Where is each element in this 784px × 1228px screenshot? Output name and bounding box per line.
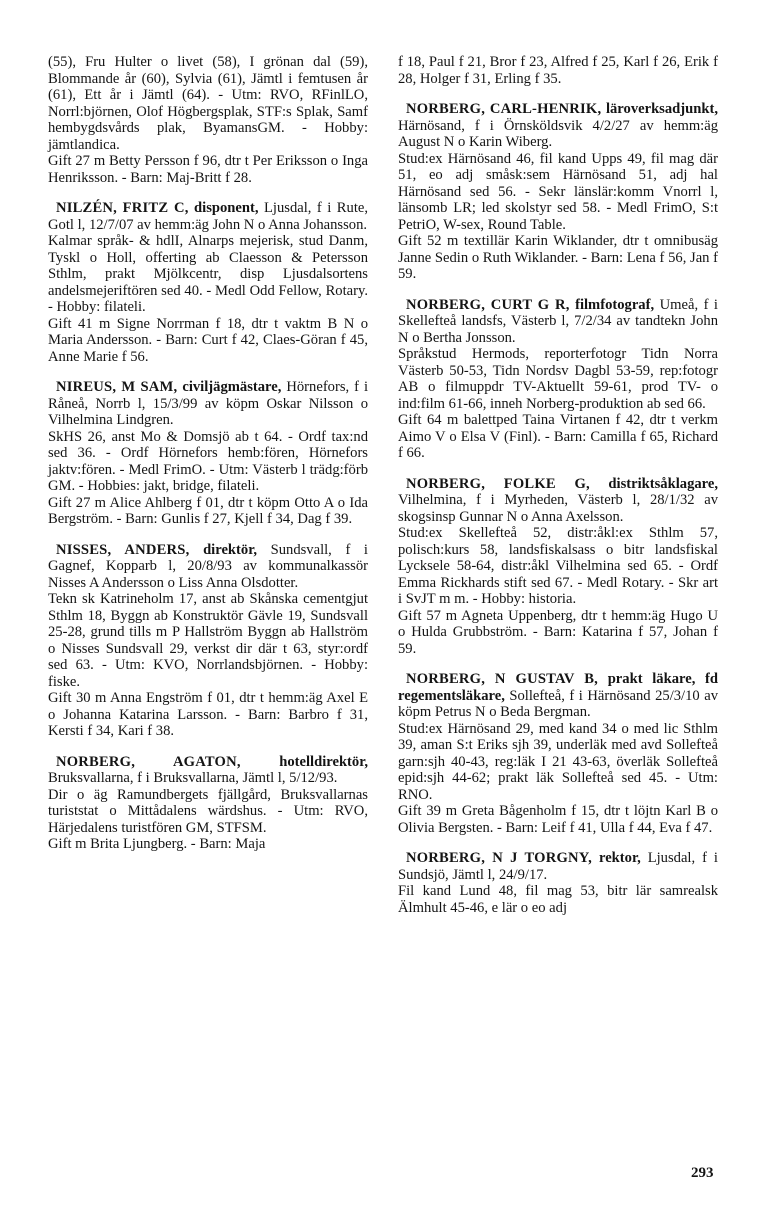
entry-title: distriktsåklagare, (608, 475, 719, 492)
entry-title: disponent, (194, 200, 259, 216)
entry-title: läroverksadjunkt, (605, 101, 718, 117)
continuation-text: (55), Fru Hulter o livet (58), I grönan dal (59), Blommande år (60), Sylvia (61), Jämtl i femtusen år (61), Ett år i Jämtl (64). - Utm: RVO, RFinlLO, Norrl:björnen, Olof Högbergsplak, STF:s Splak, Samf hembygdsvårds plak, ByamansGM. - Hobby: jämtlandica. (48, 54, 368, 153)
entry-paragraph: Gift 64 m balettped Taina Virtanen f 42, dtr t verkm Aimo V o Elsa V (Finl). - Barn: Camilla f 65, Richard f 66. (398, 412, 718, 461)
entry-paragraph: Gift m Brita Ljungberg. - Barn: Maja (48, 836, 266, 852)
left-column (48, 54, 368, 867)
entry-name: NORBERG, CARL-HENRIK, (406, 101, 602, 117)
entry-name: NORBERG, CURT G R, (406, 296, 570, 313)
entry-paragraph: Gift 41 m Signe Norrman f 18, dtr t vaktm B N o Maria Andersson. - Barn: Curt f 42, Claes-Göran f 45, Anne Marie f 56. (48, 315, 368, 365)
entry-title: hotelldirektör, (279, 753, 368, 770)
entry-paragraph: Språkstud Hermods, reporterfotogr Tidn Norra Västerb 50-53, Tidn Nordsv Dagbl 53-59, rep:fotogr AB o filmuppdr TV-Aktuellt 59-61, prod TV- o ind:film 61-66, inneh Norberg-produktion ab sed 66. (398, 346, 718, 412)
entry-paragraph: Gift 30 m Anna Engström f 01, dtr t hemm:äg Axel E o Johanna Katarina Larsson. - Barn: Barbro f 31, Kersti f 34, Kari f 38. (48, 690, 368, 739)
biography-entry (398, 297, 718, 462)
entry-title: direktör, (203, 541, 257, 558)
entry-title: civiljägmästare, (182, 379, 282, 395)
continuation-text: f 18, Paul f 21, Bror f 23, Alfred f 25, Karl f 26, Erik f 28, Holger f 31, Erling f 35. (398, 54, 718, 87)
entry-lead: Hörnefors, f i Råneå, Norrb l, 15/3/99 av köpm Oskar Nilsson o Vilhelmina Lindgren. (48, 379, 368, 428)
biography-entry (398, 101, 718, 283)
entry-lead: Vilhelmina, f i Myrheden, Västerb l, 28/1/32 av skogsinsp Gunnar N o Anna Axelsson. (398, 492, 718, 525)
entry-title: rektor, (598, 850, 641, 866)
continuation-text: Gift 27 m Betty Persson f 96, dtr t Per Eriksson o Inga Henriksson. - Barn: Maj-Britt f 28. (48, 153, 368, 186)
continued-entry (398, 54, 718, 87)
biography-entry (48, 200, 368, 365)
entry-paragraph: Tekn sk Katrineholm 17, anst ab Skånska cementgjut Sthlm 18, Byggn ab Konstruktör Gävle 19, Sundsvall 25-28, grund tills m P Hallström Byggn ab Hallström o Nisses Sundsvall 29, verkst dir där t 63, styr:ordf sed 63. - Utm: KVO, Norrlandsbjörnen. - Hobby: fiske. (48, 591, 368, 690)
entry-paragraph: Dir o äg Ramundbergets fjällgård, Bruksvallarnas turiststat o Mittådalens wärdshus. - Utm: RVO, Härjedalens turistfören GM, STFSM. (48, 786, 368, 836)
biography-entry (398, 850, 718, 916)
entry-name: NORBERG, AGATON, (56, 753, 241, 770)
entry-paragraph: Fil kand Lund 48, fil mag 53, bitr lär samrealsk Älmhult 45-46, e lär o eo adj (398, 883, 718, 916)
entry-name: NORBERG, N J TORGNY, (406, 850, 593, 866)
entry-name: NORBERG, FOLKE G, (406, 475, 590, 492)
right-column (398, 54, 718, 930)
biography-entry (48, 379, 368, 528)
entry-paragraph: Kalmar språk- & hdlI, Alnarps mejerisk, stud Danm, Tyskl o Holl, offerting ab Claesson & Petersson Sthlm, prakt Mjölkcentr, disp Ljusdalsortens andelsmejeriftören sed 40. - Medl Odd Fellow, Rotary. - Hobby: filateli. (48, 233, 368, 315)
entry-title: prakt läkare, fd regementsläkare, (398, 671, 718, 704)
entry-name: NIREUS, M SAM, (56, 379, 178, 395)
entry-name: NISSES, ANDERS, (56, 541, 190, 558)
entry-paragraph: Gift 52 m textillär Karin Wiklander, dtr t omnibusäg Janne Sedin o Ruth Wiklander. - Barn: Lena f 56, Jan f 59. (398, 233, 718, 282)
entry-lead: Härnösand, f i Örnsköldsvik 4/2/27 av hemm:äg August N o Karin Wiberg. (398, 117, 718, 150)
entry-lead: Ljusdal, f i Rute, Gotl l, 12/7/07 av hemm:äg John N o Anna Johansson. (48, 200, 368, 233)
entry-name: NORBERG, N GUSTAV B, (406, 671, 598, 687)
biography-entry (398, 476, 718, 658)
entry-lead: Sollefteå, f i Härnösand 25/3/10 av köpm Petrus N o Beda Bergman. (398, 687, 719, 720)
entry-lead: Bruksvallarna, f i Bruksvallarna, Jämtl l, 5/12/93. (48, 770, 338, 786)
entry-title: filmfotograf, (575, 296, 655, 313)
entry-lead: Umeå, f i Skellefteå landsfs, Västerb l, 7/2/34 av tandtekn John N o Bertha Jonsson. (398, 296, 718, 346)
entry-paragraph: Gift 27 m Alice Ahlberg f 01, dtr t köpm Otto A o Ida Bergström. - Barn: Gunlis f 27, Kjell f 34, Dag f 39. (48, 494, 368, 527)
entry-paragraph: Stud:ex Härnösand 29, med kand 34 o med lic Sthlm 39, aman S:t Eriks sjh 39, underläk med avd Sollefteå garn:sjh 40-43, reg:läk I 21 43-63, överläk Sollefteå epid:sjh 44-62; prakt läk Sollefteå sed 45. - Utm: RNO. (398, 720, 718, 803)
entry-paragraph: SkHS 26, anst Mo & Domsjö ab t 64. - Ordf tax:nd sed 36. - Ordf Hörnefors hemb:fören, Hörnefors jaktv:fören. - Medl FrimO. - Utm: Västerb l trädg:förb GM. - Hobbies: jakt, bridge, filateli. (48, 428, 368, 494)
entry-paragraph: Gift 39 m Greta Bågenholm f 15, dtr t löjtn Karl B o Olivia Bergsten. - Barn: Leif f 41, Ulla f 44, Eva f 47. (398, 803, 718, 836)
entry-name: NILZÉN, FRITZ C, (56, 200, 189, 216)
entry-paragraph: Stud:ex Skellefteå 52, distr:åkl:ex Sthlm 57, polisch:kurs 58, landsfiskalsass o bitr landsfiskal Lycksele 58-64, distr:åkl Vilhelmina sed 65. - Ordf Emma Rickhards stift sed 67. - Medl Rotary. - Skr art i SvJT m m. - Hobby: historia. (398, 525, 718, 607)
entry-paragraph: Stud:ex Härnösand 46, fil kand Upps 49, fil mag där 51, eo adj småsk:sem Härnösand 51, adj hal Härnösand sed 56. - Sekr länslär:komm Vnorrl l, länsomb LR; led skolstyr sed 58. - Medl FrimO, S:t PetriO, W-sex, Round Table. (398, 150, 718, 233)
entry-paragraph: Gift 57 m Agneta Uppenberg, dtr t hemm:äg Hugo U o Hulda Grubbström. - Barn: Katarina f 57, Johan f 59. (398, 607, 718, 657)
biography-entry (398, 671, 718, 836)
continued-entry (48, 54, 368, 186)
biography-entry (48, 754, 368, 853)
page-number: 293 (691, 1165, 714, 1181)
biography-entry (48, 542, 368, 740)
entry-lead: Ljusdal, f i Sundsjö, Jämtl l, 24/9/17. (398, 850, 718, 883)
entry-lead: Sundsvall, f i Gagnef, Kopparb l, 20/8/93 av kommunalkassör Nisses A Andersson o Liss Anna Olsdotter. (48, 541, 368, 591)
